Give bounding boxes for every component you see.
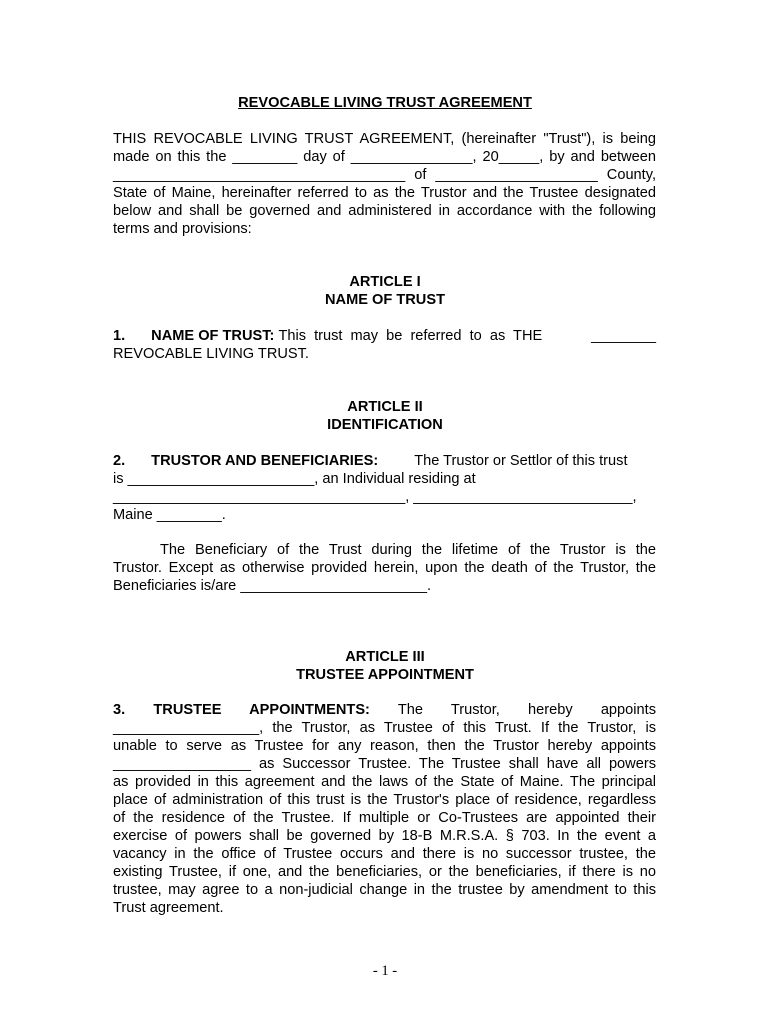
section-2-line: Maine ________.	[113, 507, 226, 523]
section-1-line: REVOCABLE LIVING TRUST.	[113, 346, 309, 362]
section-number: 1.	[113, 328, 126, 344]
section-text: The Trustor, hereby appoints	[397, 702, 656, 718]
article-1-heading: ARTICLE I	[349, 274, 421, 290]
intro-line: below and shall be governed and administered in accordance with the following	[113, 203, 656, 219]
intro-line: THIS REVOCABLE LIVING TRUST AGREEMENT, (hereinafter "Trust"), is being	[113, 131, 656, 147]
section-2-paragraph-line: Trustor. Except as otherwise provided herein, upon the death of the Trustor, the	[113, 560, 656, 576]
section-text: The Trustor or Settlor of this trust	[414, 453, 628, 469]
section-1-line	[113, 327, 656, 345]
section-2-line: is _______________________, an Individual residing at	[113, 471, 476, 487]
article-1-subheading: NAME OF TRUST	[325, 292, 445, 308]
section-2-paragraph-line: The Beneficiary of the Trust during the lifetime of the Trustor is the	[160, 542, 656, 558]
section-text: This trust may be referred to as THE	[278, 328, 543, 344]
article-2-subheading: IDENTIFICATION	[327, 417, 443, 433]
intro-line: made on this the ________ day of _______________, 20_____, by and between	[113, 149, 656, 165]
section-3-line: trustee, may agree to a non-judicial change in the trustee by amendment to this	[113, 882, 656, 898]
section-number: 2.	[113, 453, 126, 469]
section-3-line: vacancy in the office of Trustee occurs and there is no successor trustee, the	[113, 846, 656, 862]
section-2-paragraph-line: Beneficiaries is/are _______________________.	[113, 578, 432, 594]
section-label: TRUSTOR AND BENEFICIARIES:	[151, 453, 379, 469]
section-3-line: existing Trustee, if one, and the beneficiaries, or the beneficiaries, if there is no	[113, 864, 656, 880]
section-label: TRUSTEE APPOINTMENTS:	[153, 702, 370, 718]
section-2-line	[113, 452, 656, 470]
section-3-line	[113, 701, 656, 719]
article-3-heading: ARTICLE III	[345, 649, 425, 665]
article-2-heading: ARTICLE II	[347, 399, 423, 415]
section-number: 3.	[113, 702, 126, 718]
page-number: - 1 -	[372, 963, 398, 979]
article-3-subheading: TRUSTEE APPOINTMENT	[296, 667, 474, 683]
trust-name-blank: ________	[591, 328, 656, 344]
section-2-line: ____________________________________, ___________________________,	[113, 489, 637, 505]
section-3-line: exercise of powers shall be governed by 18-B M.R.S.A. § 703. In the event a	[113, 828, 656, 844]
intro-line: State of Maine, hereinafter referred to as the Trustor and the Trustee designated	[113, 185, 656, 201]
section-3-line: as provided in this agreement and the laws of the State of Maine. The principal	[113, 774, 656, 790]
section-3-line: __________________, the Trustor, as Trustee of this Trust. If the Trustor, is	[113, 720, 656, 736]
section-3-line: unable to serve as Trustee for any reason, then the Trustor hereby appoints	[113, 738, 656, 754]
section-3-line: place of administration of this trust is the Trustor's place of residence, regardless	[113, 792, 656, 808]
intro-line: ____________________________________ of ____________________ County,	[113, 167, 656, 183]
section-label: NAME OF TRUST:	[151, 328, 275, 344]
section-3-line: of the residence of the Trustee. If multiple or Co-Trustees are appointed their	[113, 810, 656, 826]
section-3-line: _________________ as Successor Trustee. The Trustee shall have all powers	[113, 756, 656, 772]
section-3-line: Trust agreement.	[113, 900, 224, 916]
intro-line: terms and provisions:	[113, 221, 252, 237]
document-title: REVOCABLE LIVING TRUST AGREEMENT	[238, 95, 532, 111]
